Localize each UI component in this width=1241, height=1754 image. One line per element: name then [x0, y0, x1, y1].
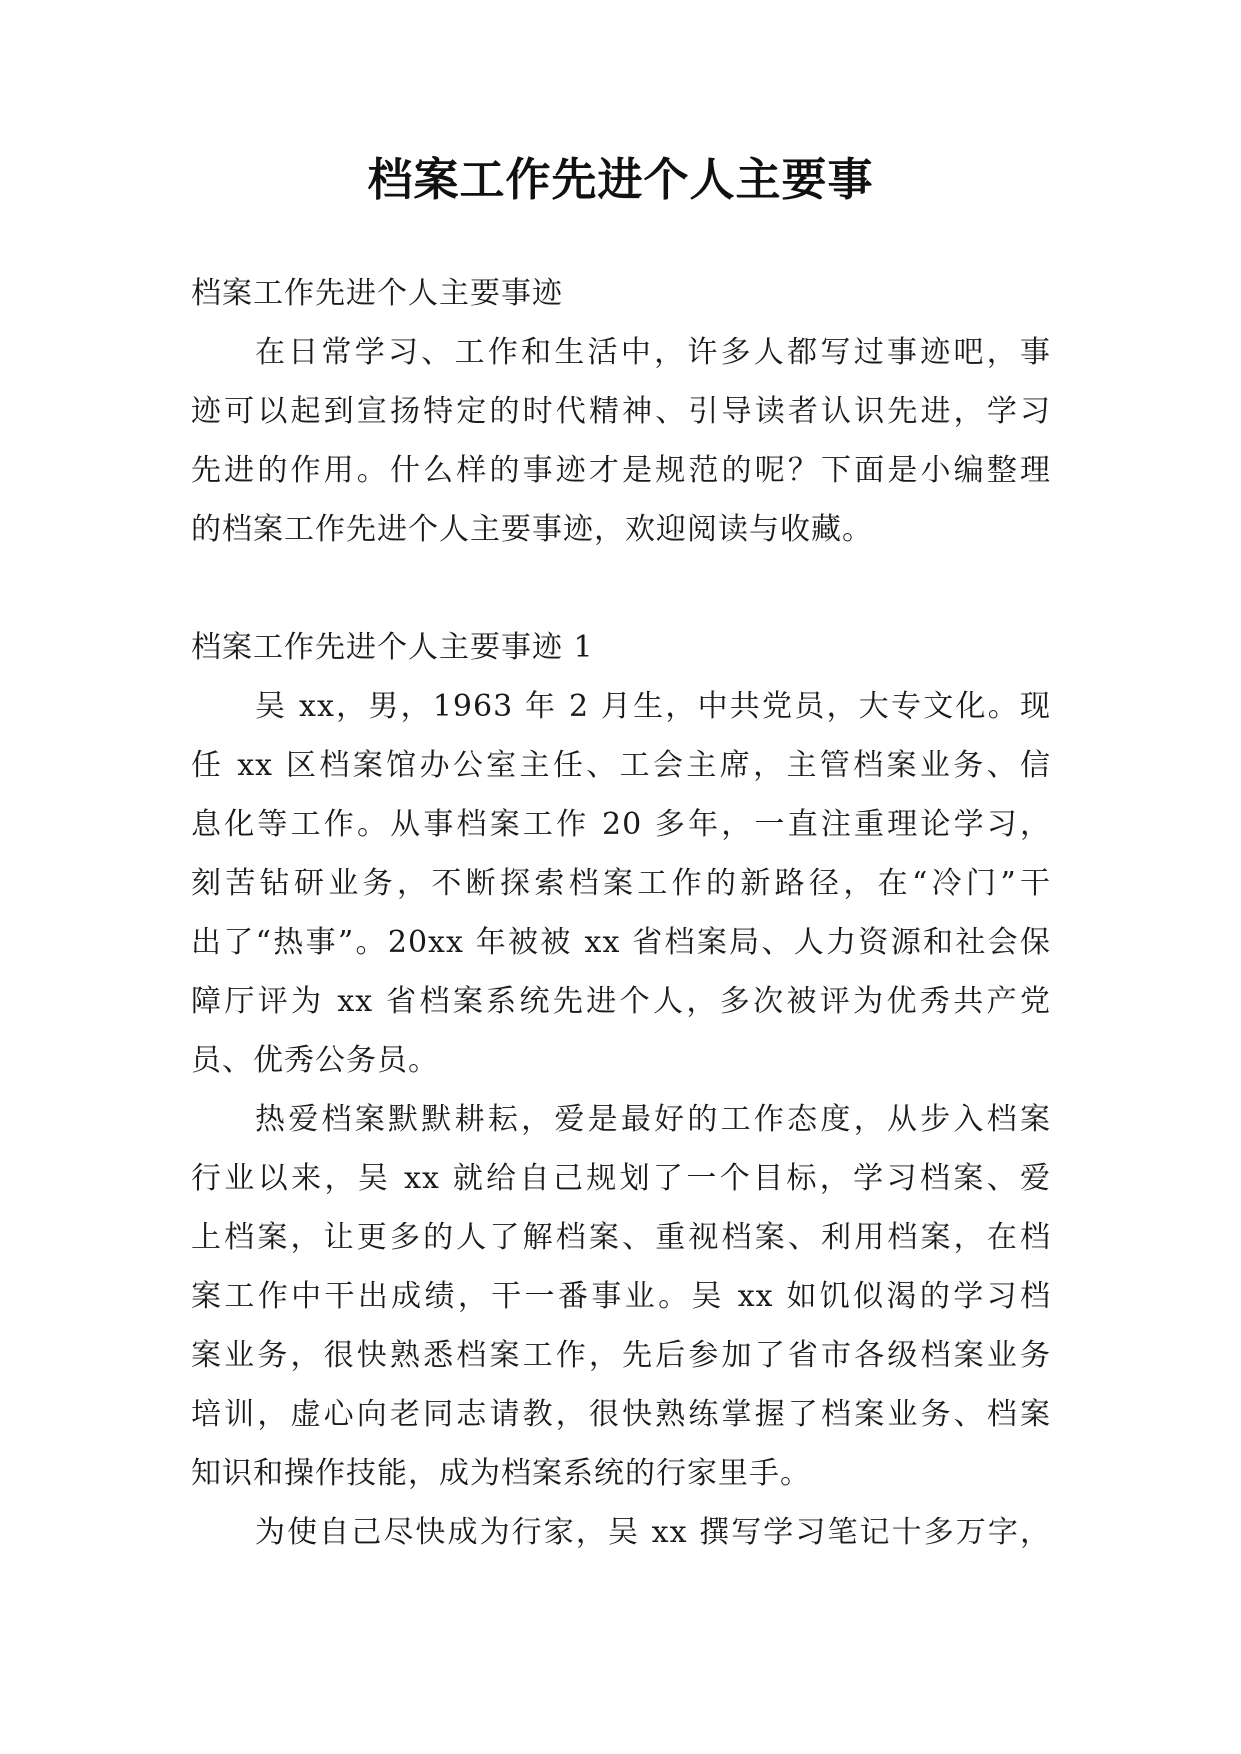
- document-body: [191, 264, 1051, 1562]
- paragraph-line: 障厅评为 xx 省档案系统先进个人，多次被评为优秀共产党: [191, 984, 1051, 1019]
- section-heading: 档案工作先进个人主要事迹 1: [191, 630, 594, 665]
- paragraph-line: 先进的作用。什么样的事迹才是规范的呢？下面是小编整理: [191, 453, 1051, 488]
- document-title: 档案工作先进个人主要事: [367, 153, 874, 206]
- body-paragraph: [191, 1503, 1051, 1562]
- paragraph-line: 上档案，让更多的人了解档案、重视档案、利用档案，在档: [191, 1220, 1051, 1255]
- body-paragraph: [191, 1090, 1051, 1503]
- paragraph-line: 热爱档案默默耕耘，爱是最好的工作态度，从步入档案: [255, 1102, 1051, 1137]
- paragraph-line: 任 xx 区档案馆办公室主任、工会主席，主管档案业务、信: [191, 748, 1051, 783]
- paragraph-line: 案业务，很快熟悉档案工作，先后参加了省市各级档案业务: [191, 1338, 1051, 1373]
- paragraph-line: 在日常学习、工作和生活中，许多人都写过事迹吧，事: [255, 335, 1051, 370]
- paragraph-line: 为使自己尽快成为行家，吴 xx 撰写学习笔记十多万字，: [255, 1515, 1051, 1550]
- paragraph-line: 吴 xx，男，1963 年 2 月生，中共党员，大专文化。现: [255, 689, 1051, 724]
- intro-paragraph: [191, 323, 1051, 559]
- paragraph-line: 出了“热事”。20xx 年被被 xx 省档案局、人力资源和社会保: [191, 925, 1051, 960]
- paragraph-line: 案工作中干出成绩，干一番事业。吴 xx 如饥似渴的学习档: [191, 1279, 1051, 1314]
- paragraph-line: 知识和操作技能，成为档案系统的行家里手。: [191, 1456, 811, 1491]
- paragraph-line: 行业以来，吴 xx 就给自己规划了一个目标，学习档案、爱: [191, 1161, 1051, 1196]
- paragraph-line: 培训，虚心向老同志请教，很快熟练掌握了档案业务、档案: [191, 1397, 1051, 1432]
- body-paragraph: [191, 677, 1051, 1090]
- paragraph-line: 员、优秀公务员。: [191, 1043, 439, 1078]
- paragraph-line: 刻苦钻研业务，不断探索档案工作的新路径，在“冷门”干: [191, 866, 1051, 901]
- paragraph-line: 的档案工作先进个人主要事迹，欢迎阅读与收藏。: [191, 512, 873, 547]
- document-subtitle: 档案工作先进个人主要事迹: [191, 276, 563, 311]
- paragraph-spacer: [191, 559, 1051, 618]
- paragraph-line: 息化等工作。从事档案工作 20 多年，一直注重理论学习，: [191, 807, 1051, 842]
- paragraph-line: 迹可以起到宣扬特定的时代精神、引导读者认识先进，学习: [191, 394, 1051, 429]
